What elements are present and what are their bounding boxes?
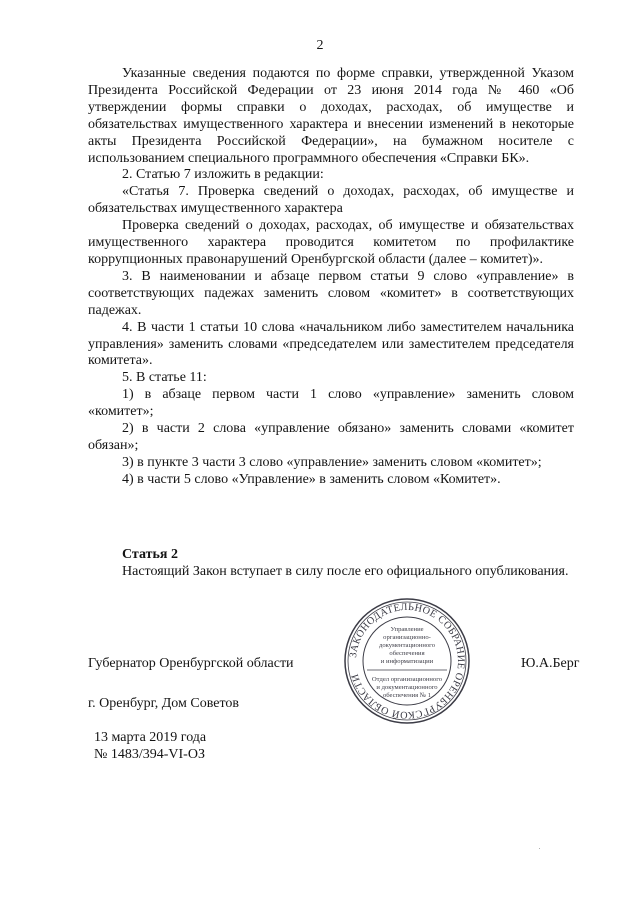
page-number: 2 [316,38,324,53]
seal-line: обеспечения [389,650,425,657]
paragraph: 4. В части 1 статьи 10 слова «начальником либо заместителем начальника управления» заменить словами «председателем или заместителем председателя комитета». [88,319,574,369]
article-2-text: Настоящий Закон вступает в силу после его официального опубликования. [122,564,569,579]
paragraph: 4) в части 5 слово «Управление» в заменить словом «Комитет». [122,471,501,487]
governor-name: Ю.А.Берг [521,656,580,671]
seal-line: Отдел организационного [371,676,443,683]
paragraph: 3) в пункте 3 части 3 слово «управление» заменить словом «комитет»; [122,454,542,470]
article-2-title: Статья 2 [122,547,178,562]
document-body [88,66,574,489]
article-2 [88,546,574,580]
paragraph: Проверка сведений о доходах, расходах, об имуществе и обязательствах имущественного характера проводится комитетом по профилактике коррупционных правонарушений Оренбургской области (далее – комитет)». [88,218,574,267]
seal-ring-text: ЗАКОНОДАТЕЛЬНОЕ СОБРАНИЕ ОРЕНБУРГСКОЙ ОБЛАСТИ [348,601,467,721]
paragraph: «Статья 7. Проверка сведений о доходах, расходах, об имуществе и обязательствах имущественного характера [88,184,574,217]
paragraph: 2) в части 2 слова «управление обязано» заменить словами «комитет обязан»; [88,421,574,453]
seal-line: обеспечения № 1 [382,692,432,699]
paragraph: 1) в абзаце первом части 1 слово «управление» заменить словом «комитет»; [88,387,574,420]
signing-place: г. Оренбург, Дом Советов [88,696,239,711]
official-seal [343,597,471,725]
seal-line: Управление [390,626,424,633]
signing-date: 13 марта 2019 года [94,730,207,745]
scan-dot [539,848,540,849]
seal-line: документационного [378,642,436,649]
seal-line: организационно- [383,634,431,641]
paragraph: Указанные сведения подаются по форме справки, утвержденной Указом Президента Российской Федерации от 23 июня 2014 года № 460 «Об утверждении формы справки о доходах, расходах, об имуществе и обязательствах имущественного характера и внесении изменений в некоторые акты Президента Российской Федерации», на бумажном носителе с использованием специального программного обеспечения «Справки БК». [88,66,574,166]
paragraph: 5. В статье 11: [122,370,207,386]
law-number: № 1483/394-VI-ОЗ [94,747,205,762]
paragraph: 3. В наименовании и абзаце первом статьи 9 слово «управление» в соответствующих падежах заменить словом «комитет» в соответствующих падежах. [88,268,574,318]
seal-line: и информатизации [380,658,434,665]
seal-line: и документационного [376,684,438,691]
paragraph: 2. Статью 7 изложить в редакции: [122,167,324,183]
governor-title: Губернатор Оренбургской области [88,656,294,671]
